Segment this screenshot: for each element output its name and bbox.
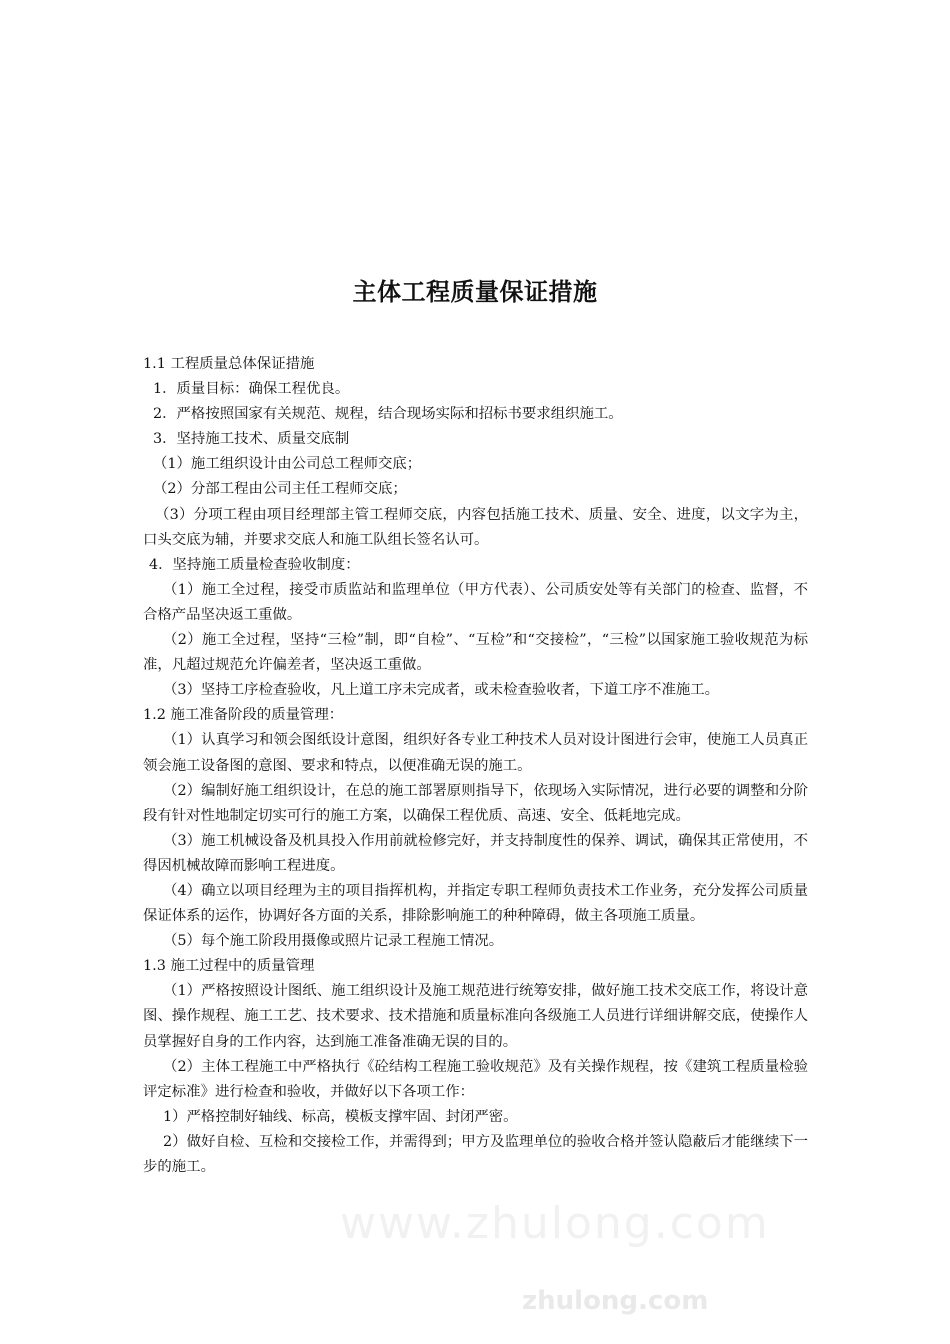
paragraph: 3．坚持施工技术、质量交底制 — [153, 431, 350, 448]
paragraph: （1）施工全过程，接受市质监站和监理单位（甲方代表）、公司质安处等有关部门的检查、监督，不合格产品坚决返工重做。 — [143, 581, 808, 623]
section-heading: 1.2 施工准备阶段的质量管理： — [143, 707, 344, 724]
paragraph: 1）严格控制好轴线、标高，模板支撑牢固、封闭严密。 — [163, 1108, 518, 1125]
paragraph: （3）分项工程由项目经理部主管工程师交底，内容包括施工技术、质量、安全、进度，以文字为主，口头交底为辅，并要求交底人和施工队组长签名认可。 — [143, 506, 808, 548]
section-heading: 1.3 施工过程中的质量管理 — [143, 958, 315, 975]
page-title: 主体工程质量保证措施 — [352, 278, 598, 306]
paragraph: 4．坚持施工质量检查验收制度： — [149, 556, 360, 573]
paragraph: （3）坚持工序检查验收，凡上道工序未完成者，或未检查验收者，下道工序不准施工。 — [163, 682, 720, 699]
paragraph: （4）确立以项目经理为主的项目指挥机构，并指定专职工程师负责技术工作业务，充分发挥公司质量保证体系的运作，协调好各方面的关系，排除影响施工的种种障碍，做主各项施工质量。 — [143, 882, 808, 925]
paragraph: 1.1 工程质量总体保证措施 — [143, 356, 315, 372]
paragraph: （3）施工机械设备及机具投入作用前就检修完好，并支持制度性的保养、调试，确保其正常使用，不得因机械故障而影响工程进度。 — [143, 832, 808, 874]
document-body — [143, 352, 808, 1180]
paragraph: （5）每个施工阶段用摄像或照片记录工程施工情况。 — [163, 933, 504, 950]
paragraph: （2）施工全过程，坚持“三检”制，即“自检”、“互检”和“交接检”，“三检”以国家施工验收规范为标准，凡超过规范允许偏差者，坚决返工重做。 — [143, 632, 808, 674]
paragraph: （1）施工组织设计由公司总工程师交底； — [153, 456, 422, 473]
watermark-small: zhulong.com — [522, 1286, 709, 1316]
paragraph: （2）主体工程施工中严格执行《砼结构工程施工验收规范》及有关操作规程，按《建筑工程质量检验评定标准》进行检查和验收，并做好以下各项工作： — [143, 1058, 808, 1100]
paragraph: （2）分部工程由公司主任工程师交底； — [153, 481, 407, 498]
paragraph: （1）严格按照设计图纸、施工组织设计及施工规范进行统筹安排，做好施工技术交底工作，将设计意图、操作规程、施工工艺、技术要求、技术措施和质量标准向各级施工人员进行详细讲解交底，使操作人员掌握好自身的工作内容，达到施工准备准确无误的目的。 — [143, 983, 808, 1050]
watermark-large: www.zhulong.com — [340, 1198, 770, 1249]
paragraph: 2．严格按照国家有关规范、规程，结合现场实际和招标书要求组织施工。 — [153, 406, 623, 423]
paragraph: 2）做好自检、互检和交接检工作，并需得到；甲方及监理单位的验收合格并签认隐蔽后才能继续下一步的施工。 — [143, 1133, 808, 1175]
paragraph: （1）认真学习和领会图纸设计意图，组织好各专业工种技术人员对设计图进行会审，使施工人员真正领会施工设备图的意图、要求和特点，以便准确无误的施工。 — [143, 732, 808, 774]
paragraph: 1．质量目标：确保工程优良。 — [153, 381, 350, 398]
paragraph: （2）编制好施工组织设计，在总的施工部署原则指导下，依现场入实际情况，进行必要的调整和分阶段有针对性地制定切实可行的施工方案，以确保工程优质、高速、安全、低耗地完成。 — [143, 782, 808, 824]
